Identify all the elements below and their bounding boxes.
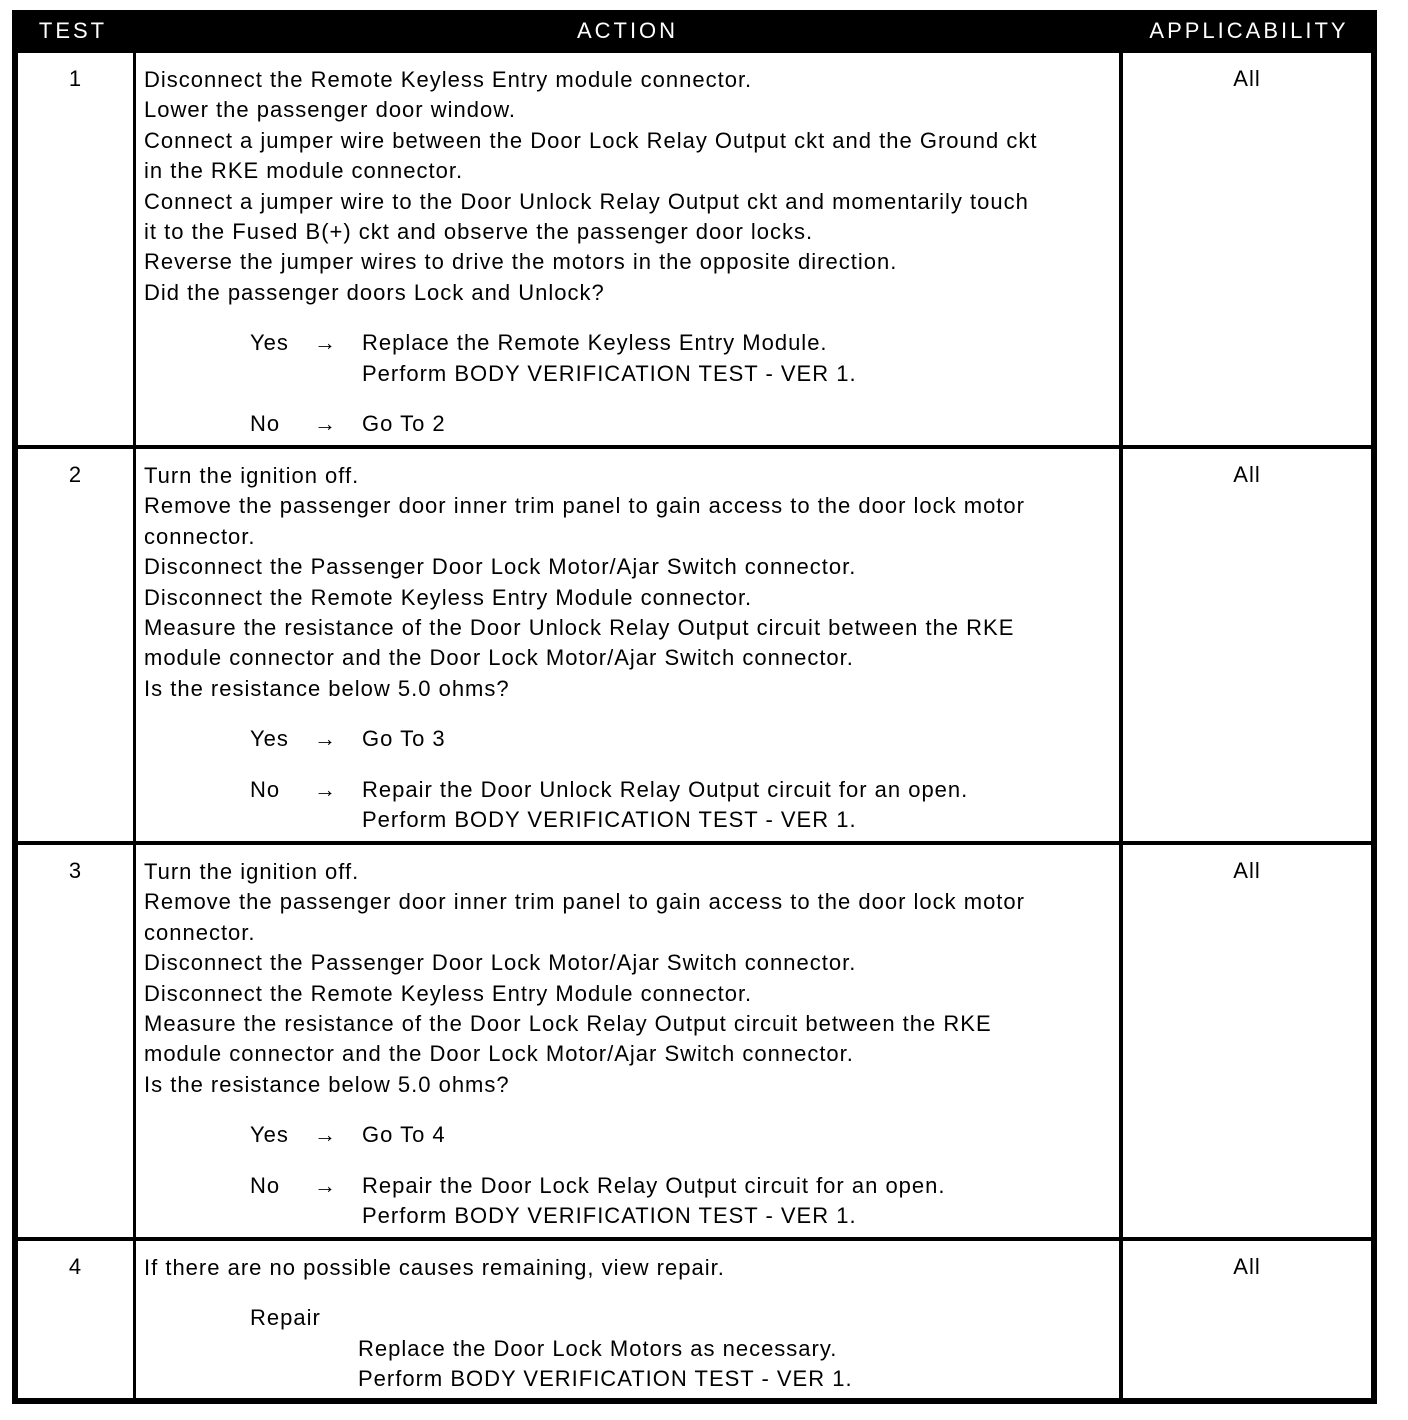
yes-label: Yes [250,1122,289,1148]
action-line: Disconnect the Remote Keyless Entry Module connector. [144,980,753,1006]
yes-label: Yes [250,330,289,356]
action-line: Turn the ignition off. [144,859,360,884]
action-line: Is the resistance below 5.0 ohms? [144,1071,510,1097]
header-action: ACTION [576,18,679,43]
action-line: If there are no possible causes remaining, view repair. [144,1255,725,1280]
no-label: No [250,1172,281,1198]
action-line: module connector and the Door Lock Motor/Ajar Switch connector. [144,1041,854,1067]
no-branch [144,1171,1111,1201]
row-2-action-cell [136,449,1119,841]
arrow-right-icon: → [314,1172,337,1198]
no-label: No [250,411,281,437]
header-applicability: APPLICABILITY [1149,18,1349,43]
no-result: Go To 2 [362,411,446,437]
action-line: Measure the resistance of the Door Unlock Relay Output circuit between the RKE [144,615,1015,641]
action-line: Connect a jumper wire to the Door Unlock Relay Output ckt and momentarily touch [144,188,1029,214]
row-2-test-cell [18,449,133,841]
arrow-right-icon: → [314,411,337,437]
row-3-action-cell [136,845,1119,1237]
action-line: Reverse the jumper wires to drive the motors in the opposite direction. [144,249,898,275]
action-line: Disconnect the Passenger Door Lock Motor/Ajar Switch connector. [144,950,857,976]
arrow-right-icon: → [314,776,337,802]
action-line: Lower the passenger door window. [144,97,516,123]
yes-branch [144,328,1111,358]
yes-result-cont: Perform BODY VERIFICATION TEST - VER 1. [362,360,857,386]
no-result: Repair the Door Lock Relay Output circuit for an open. [362,1172,946,1198]
action-line: Measure the resistance of the Door Lock Relay Output circuit between the RKE [144,1011,992,1037]
yes-branch [144,1120,1111,1150]
row-1-applicability-cell [1123,53,1371,445]
applicability-value: All [1233,1254,1261,1279]
action-line: Disconnect the Remote Keyless Entry Module connector. [144,584,753,610]
arrow-right-icon: → [314,726,337,752]
test-number: 2 [68,462,83,487]
action-line: Remove the passenger door inner trim panel to gain access to the door lock motor [144,493,1025,519]
applicability-value: All [1233,858,1261,883]
header-test: TEST [38,18,108,43]
no-result: Repair the Door Unlock Relay Output circuit for an open. [362,776,969,802]
test-number: 4 [68,1254,83,1279]
action-line: Did the passenger doors Lock and Unlock? [144,279,605,305]
action-line: Connect a jumper wire between the Door Lock Relay Output ckt and the Ground ckt [144,127,1038,153]
diagnostic-table [12,10,1377,1404]
row-1-action-cell [136,53,1119,445]
action-line: in the RKE module connector. [144,158,464,184]
row-4-applicability-cell [1123,1241,1371,1398]
no-label: No [250,776,281,802]
applicability-value: All [1233,462,1261,487]
repair-line: Replace the Door Lock Motors as necessary. [358,1335,838,1361]
action-line: module connector and the Door Lock Motor/Ajar Switch connector. [144,645,854,671]
action-line: Disconnect the Passenger Door Lock Motor/Ajar Switch connector. [144,554,857,580]
row-3-applicability-cell [1123,845,1371,1237]
action-line: Is the resistance below 5.0 ohms? [144,675,510,701]
yes-branch [144,724,1111,754]
applicability-value: All [1233,66,1261,91]
row-2-applicability-cell [1123,449,1371,841]
yes-label: Yes [250,726,289,752]
test-number: 1 [68,66,83,91]
action-line: Remove the passenger door inner trim panel to gain access to the door lock motor [144,889,1025,915]
no-branch [144,775,1111,805]
yes-result: Go To 4 [362,1122,446,1148]
no-branch [144,409,1111,439]
row-4-action-cell [136,1241,1119,1398]
arrow-right-icon: → [314,330,337,356]
no-result-cont: Perform BODY VERIFICATION TEST - VER 1. [362,807,857,833]
no-result-cont: Perform BODY VERIFICATION TEST - VER 1. [362,1203,857,1229]
yes-result: Go To 3 [362,726,446,752]
row-3-test-cell [18,845,133,1237]
action-line: it to the Fused B(+) ckt and observe the passenger door locks. [144,219,814,245]
action-line: connector. [144,523,256,549]
action-line: Disconnect the Remote Keyless Entry module connector. [144,67,753,92]
row-4-test-cell [18,1241,133,1398]
yes-result: Replace the Remote Keyless Entry Module. [362,330,828,356]
row-1-test-cell [18,53,133,445]
test-number: 3 [68,858,83,883]
action-line: Turn the ignition off. [144,463,360,488]
repair-label: Repair [250,1305,321,1331]
arrow-right-icon: → [314,1122,337,1148]
action-line: connector. [144,919,256,945]
repair-line: Perform BODY VERIFICATION TEST - VER 1. [358,1366,853,1392]
